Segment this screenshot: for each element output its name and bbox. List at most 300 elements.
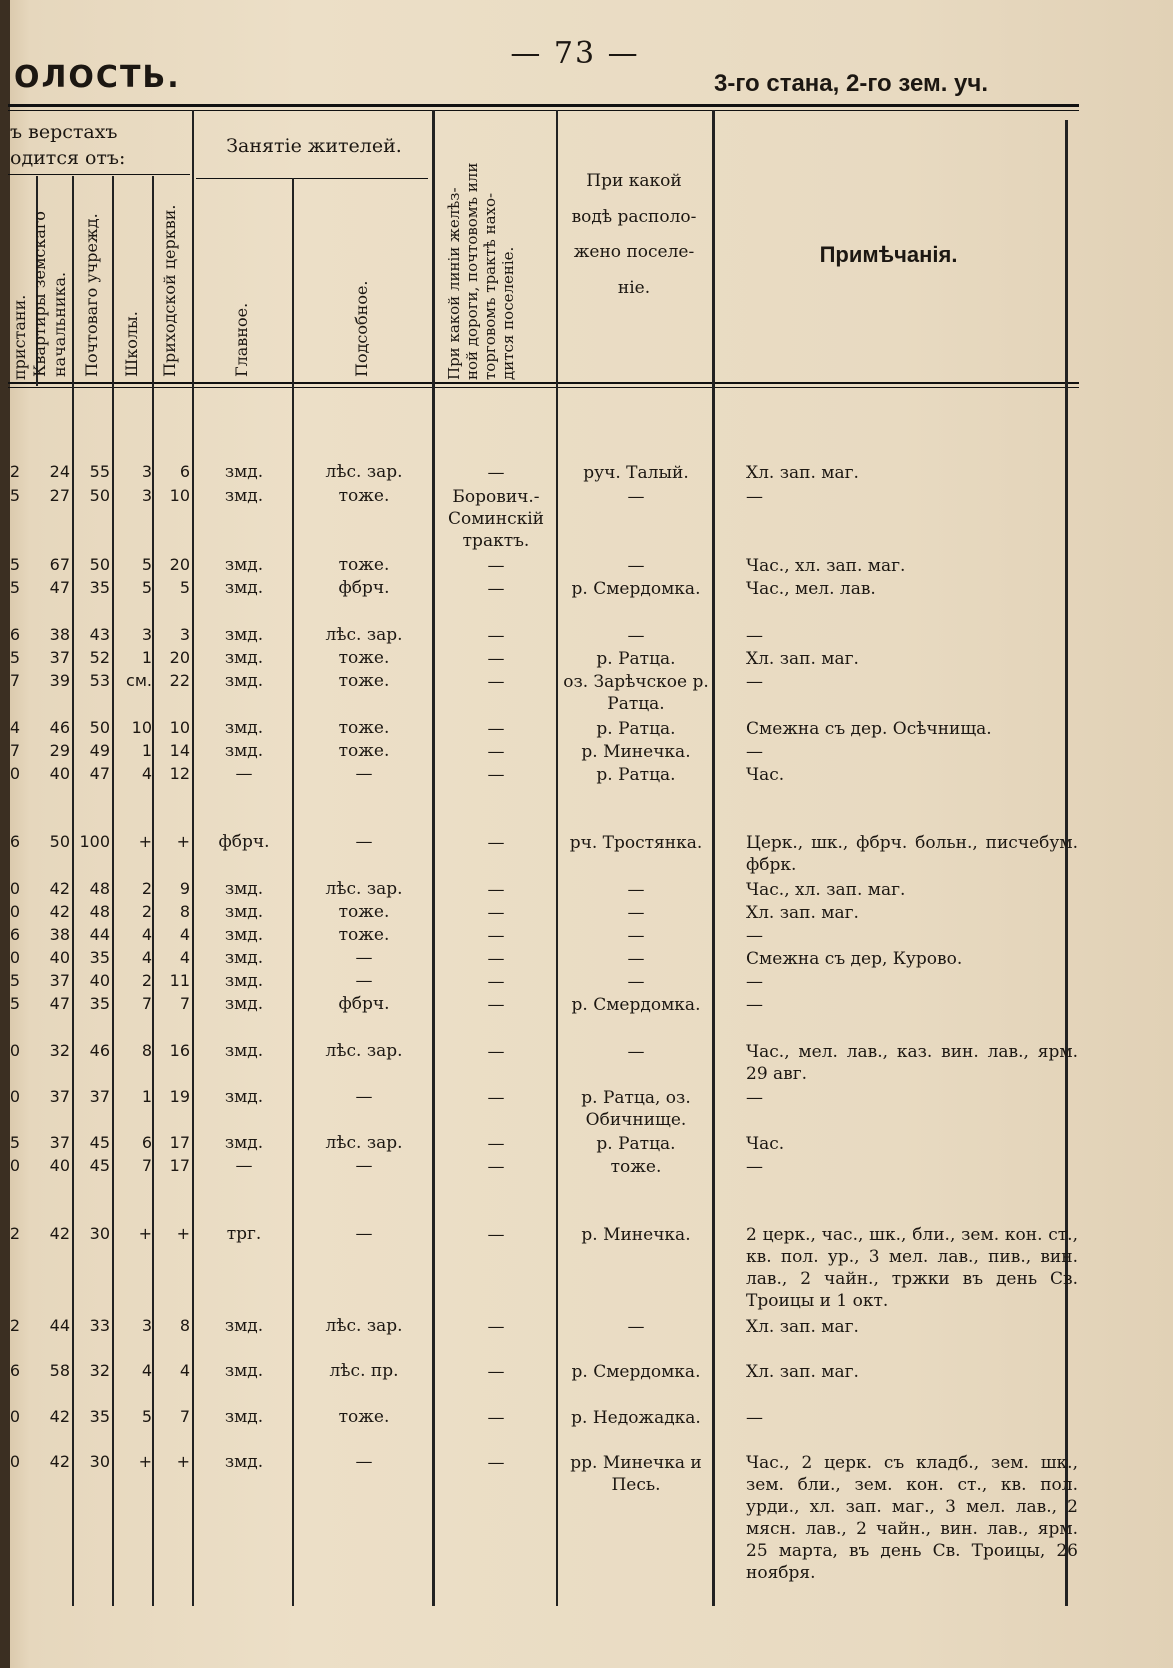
cell-main: змд. <box>224 902 264 922</box>
cell-road: — <box>487 579 505 599</box>
cell-water: р. Ратца. <box>596 765 676 785</box>
cell-water: — <box>627 903 645 923</box>
cell-cut: 0 <box>9 1087 20 1106</box>
cell-main: змд. <box>224 1087 264 1107</box>
cell-post: 35 <box>89 578 110 597</box>
cell-side: тоже. <box>338 741 390 761</box>
cell-church: 8 <box>179 902 190 921</box>
cell-post: 100 <box>79 832 110 851</box>
cell-main: змд. <box>224 948 264 968</box>
cell-school: 4 <box>141 1361 152 1380</box>
cell-water: тоже. <box>610 1157 662 1177</box>
cell-school: 8 <box>141 1041 152 1060</box>
cell-post: 33 <box>89 1316 110 1335</box>
cell-school: 2 <box>141 971 152 990</box>
cell-cut: 4 <box>9 718 20 737</box>
col-header-school: Школы. <box>122 311 141 377</box>
table-row <box>8 764 1088 786</box>
cell-school: 10 <box>131 718 152 737</box>
cell-church: 11 <box>169 971 190 990</box>
table-row <box>8 1156 1088 1178</box>
cell-water: — <box>627 1042 645 1062</box>
cell-notes: — <box>746 1157 763 1177</box>
cell-cut: 0 <box>9 1156 20 1175</box>
cell-side: тоже. <box>338 718 390 738</box>
cell-post: 48 <box>89 879 110 898</box>
cell-notes: Час., хл. зап. маг. <box>746 880 906 900</box>
cell-water: р. Смердомка. <box>571 1362 701 1382</box>
cell-notes: — <box>746 626 763 646</box>
cell-church: 5 <box>179 578 190 597</box>
cell-notes: Час. <box>746 765 785 785</box>
cell-road: — <box>487 742 505 762</box>
cell-school: 1 <box>141 648 152 667</box>
cell-school: 4 <box>141 925 152 944</box>
cell-water: р. Минечка. <box>581 742 691 762</box>
cell-side: лѣс. зар. <box>325 1133 403 1153</box>
cell-zemsky: 42 <box>49 1452 70 1471</box>
cell-main: змд. <box>224 1407 264 1427</box>
cell-side: — <box>355 1156 373 1176</box>
cell-water: — <box>627 949 645 969</box>
cell-main: змд. <box>224 1452 264 1472</box>
table-row <box>8 1361 1088 1383</box>
cell-notes: Час., 2 церк. съ кладб., зем. шк., зем. бли., зем. кон. ст., кв. пол. урди., хл. зап. маг., 3 мел. лав., 2 мясн. лав., 2 чайн., вин. лав., ярм. 25 марта, въ день Св. Троицы, 26 ноября. <box>746 1453 1078 1583</box>
table-row <box>8 625 1088 647</box>
cell-side: тоже. <box>338 555 390 575</box>
cell-road: — <box>487 556 505 576</box>
cell-main: фбрч. <box>218 832 270 852</box>
cell-road: — <box>487 995 505 1015</box>
header-left-title: ОЛОСТЬ. <box>14 60 181 95</box>
col-header-road: При какой линіи желѣз- ной дороги, почтовомъ или торговомъ трактѣ нахо- дится поселеніе. <box>445 162 517 380</box>
cell-zemsky: 46 <box>49 718 70 737</box>
cell-side: фбрч. <box>338 994 390 1014</box>
cell-main: змд. <box>224 879 264 899</box>
cell-church: 7 <box>179 1407 190 1426</box>
cell-cut: 6 <box>9 925 20 944</box>
table-row <box>8 1133 1088 1155</box>
cell-school: 3 <box>141 1316 152 1335</box>
cell-water: р. Ратца. <box>596 719 676 739</box>
col-header-cut: пристани. <box>10 294 29 380</box>
cell-zemsky: 32 <box>49 1041 70 1060</box>
cell-side: тоже. <box>338 486 390 506</box>
cell-notes: — <box>746 672 763 692</box>
cell-school: 4 <box>141 764 152 783</box>
cell-road: — <box>487 1157 505 1177</box>
header-bottom-rule-2 <box>8 387 1079 388</box>
cell-post: 45 <box>89 1156 110 1175</box>
cell-main: змд. <box>224 648 264 668</box>
cell-church: 17 <box>169 1133 190 1152</box>
cell-school: 1 <box>141 1087 152 1106</box>
page-number: — 73 — <box>510 36 640 71</box>
table-row <box>8 486 1088 551</box>
cell-road: — <box>487 626 505 646</box>
cell-road: — <box>487 672 505 692</box>
cell-main: змд. <box>224 994 264 1014</box>
cell-cut: 5 <box>9 578 20 597</box>
cell-notes: Хл. зап. маг. <box>746 649 859 669</box>
cell-main: змд. <box>224 671 264 691</box>
cell-notes: 2 церк., час., шк., бли., зем. кон. ст., кв. пол. ур., 3 мел. лав., пив., вин. лав., 2 чайн., тржки въ день Св. Троицы и 1 окт. <box>746 1225 1078 1311</box>
cell-zemsky: 67 <box>49 555 70 574</box>
cell-school: + <box>138 1224 152 1243</box>
cell-side: тоже. <box>338 648 390 668</box>
cell-water: — <box>627 556 645 576</box>
cell-church: + <box>176 1224 190 1243</box>
cell-church: + <box>176 832 190 851</box>
cell-church: 4 <box>179 925 190 944</box>
cell-zemsky: 42 <box>49 879 70 898</box>
cell-post: 30 <box>89 1452 110 1471</box>
cell-post: 37 <box>89 1087 110 1106</box>
col-header-main: Главное. <box>232 302 251 377</box>
cell-zemsky: 37 <box>49 1133 70 1152</box>
table-row <box>8 902 1088 924</box>
cell-post: 43 <box>89 625 110 644</box>
cell-side: тоже. <box>338 671 390 691</box>
cell-water: оз. Зарѣчское р. Ратца. <box>563 672 709 714</box>
cell-road: — <box>487 972 505 992</box>
cell-school: 5 <box>141 578 152 597</box>
table-row <box>8 1452 1088 1583</box>
cell-zemsky: 40 <box>49 764 70 783</box>
cell-road: — <box>487 1225 505 1245</box>
cell-side: — <box>355 1224 373 1244</box>
table-row <box>8 671 1088 714</box>
cell-cut: 6 <box>9 1361 20 1380</box>
cell-main: змд. <box>224 486 264 506</box>
cell-road: Борович.-Соминскій трактъ. <box>447 487 545 551</box>
cell-church: 4 <box>179 1361 190 1380</box>
table-row <box>8 648 1088 670</box>
cell-road: — <box>487 833 505 853</box>
cell-post: 47 <box>89 764 110 783</box>
cell-school: + <box>138 1452 152 1471</box>
cell-cut: 2 <box>9 1316 20 1335</box>
cell-notes: — <box>746 487 763 507</box>
cell-notes: Хл. зап. маг. <box>746 903 859 923</box>
cell-school: 1 <box>141 741 152 760</box>
cell-notes: — <box>746 995 763 1015</box>
header-bottom-rule <box>8 382 1079 384</box>
cell-notes: Час. <box>746 1134 785 1154</box>
cell-main: — <box>235 764 253 784</box>
cell-water: рч. Тростянка. <box>569 833 703 853</box>
cell-cut: 0 <box>9 879 20 898</box>
cell-zemsky: 29 <box>49 741 70 760</box>
cell-church: + <box>176 1452 190 1471</box>
cell-post: 50 <box>89 718 110 737</box>
cell-water: р. Смердомка. <box>571 995 701 1015</box>
cell-water: руч. Талый. <box>583 463 689 483</box>
table-row <box>8 879 1088 901</box>
header-right-title: 3-го стана, 2-го зем. уч. <box>714 70 989 97</box>
cell-school: 3 <box>141 486 152 505</box>
cell-main: змд. <box>224 555 264 575</box>
cell-road: — <box>487 1042 505 1062</box>
cell-school: 3 <box>141 462 152 481</box>
cell-side: фбрч. <box>338 578 390 598</box>
cell-notes: Смежна съ дер, Курово. <box>746 949 963 969</box>
cell-church: 10 <box>169 486 190 505</box>
cell-notes: — <box>746 742 763 762</box>
cell-water: р. Ратца. <box>596 1134 676 1154</box>
cell-cut: 5 <box>9 1133 20 1152</box>
cell-cut: 2 <box>9 462 20 481</box>
cell-cut: 7 <box>9 741 20 760</box>
cell-cut: 5 <box>9 648 20 667</box>
cell-side: — <box>355 1452 373 1472</box>
cell-church: 9 <box>179 879 190 898</box>
cell-main: трг. <box>226 1224 262 1244</box>
cell-road: — <box>487 1408 505 1428</box>
cell-main: змд. <box>224 462 264 482</box>
cell-school: 4 <box>141 948 152 967</box>
cell-zemsky: 37 <box>49 971 70 990</box>
table-row <box>8 971 1088 993</box>
cell-post: 44 <box>89 925 110 944</box>
cell-zemsky: 47 <box>49 994 70 1013</box>
cell-main: змд. <box>224 1361 264 1381</box>
cell-zemsky: 37 <box>49 648 70 667</box>
cell-road: — <box>487 719 505 739</box>
table-row <box>8 832 1088 875</box>
cell-school: 5 <box>141 1407 152 1426</box>
table-row <box>8 1087 1088 1130</box>
cell-side: лѣс. пр. <box>329 1361 399 1381</box>
subheader-rule-left <box>8 174 190 175</box>
cell-cut: 5 <box>9 555 20 574</box>
cell-water: р. Недожадка. <box>571 1408 701 1428</box>
cell-cut: 5 <box>9 486 20 505</box>
cell-road: — <box>487 765 505 785</box>
table-row <box>8 578 1088 600</box>
occupation-group-header: Занятіе жителей. <box>226 135 402 157</box>
cell-church: 4 <box>179 948 190 967</box>
cell-cut: 6 <box>9 832 20 851</box>
cell-side: — <box>355 948 373 968</box>
table-row <box>8 925 1088 947</box>
cell-post: 30 <box>89 1224 110 1243</box>
cell-post: 52 <box>89 648 110 667</box>
cell-main: змд. <box>224 741 264 761</box>
cell-school: 3 <box>141 625 152 644</box>
cell-cut: 0 <box>9 1407 20 1426</box>
cell-notes: — <box>746 1408 763 1428</box>
cell-church: 7 <box>179 994 190 1013</box>
cell-post: 50 <box>89 486 110 505</box>
table-row <box>8 555 1088 577</box>
cell-school: см. <box>126 671 152 690</box>
table-row <box>8 718 1088 740</box>
table-row <box>8 1407 1088 1429</box>
cell-church: 22 <box>169 671 190 690</box>
cell-church: 20 <box>169 555 190 574</box>
cell-water: — <box>627 880 645 900</box>
cell-church: 6 <box>179 462 190 481</box>
col-header-notes: Примѣчанія. <box>819 242 958 267</box>
cell-zemsky: 42 <box>49 902 70 921</box>
cell-cut: 5 <box>9 994 20 1013</box>
cell-water: р. Минечка. <box>581 1225 691 1245</box>
col-header-church: Приходской церкви. <box>160 204 179 377</box>
cell-notes: Час., мел. лав. <box>746 579 876 599</box>
cell-zemsky: 37 <box>49 1087 70 1106</box>
top-rule-thin <box>8 110 1079 111</box>
cell-water: — <box>627 626 645 646</box>
cell-cut: 2 <box>9 1224 20 1243</box>
cell-main: змд. <box>224 578 264 598</box>
cell-zemsky: 47 <box>49 578 70 597</box>
cell-side: лѣс. зар. <box>325 462 403 482</box>
cell-zemsky: 42 <box>49 1407 70 1426</box>
cell-zemsky: 38 <box>49 925 70 944</box>
cell-notes: Хл. зап. маг. <box>746 463 859 483</box>
cell-cut: 0 <box>9 1452 20 1471</box>
cell-cut: 6 <box>9 625 20 644</box>
cell-zemsky: 27 <box>49 486 70 505</box>
cell-water: — <box>627 487 645 507</box>
cell-road: — <box>487 926 505 946</box>
cell-side: лѣс. зар. <box>325 1316 403 1336</box>
cell-church: 12 <box>169 764 190 783</box>
cell-school: 5 <box>141 555 152 574</box>
cell-cut: 0 <box>9 948 20 967</box>
table-row <box>8 1224 1088 1311</box>
cell-post: 45 <box>89 1133 110 1152</box>
cell-side: — <box>355 764 373 784</box>
cell-water: — <box>627 1317 645 1337</box>
cell-road: — <box>487 463 505 483</box>
col-header-post: Почтоваго учрежд. <box>82 213 101 377</box>
cell-notes: Час., хл. зап. маг. <box>746 556 906 576</box>
cell-cut: 5 <box>9 971 20 990</box>
cell-side: тоже. <box>338 902 390 922</box>
table-row <box>8 948 1088 970</box>
cell-post: 48 <box>89 902 110 921</box>
cell-main: змд. <box>224 718 264 738</box>
table-row <box>8 462 1088 484</box>
cell-post: 35 <box>89 948 110 967</box>
cell-road: — <box>487 1088 505 1108</box>
cell-main: змд. <box>224 971 264 991</box>
cell-road: — <box>487 880 505 900</box>
cell-side: лѣс. зар. <box>325 1041 403 1061</box>
cell-road: — <box>487 649 505 669</box>
cell-post: 32 <box>89 1361 110 1380</box>
cell-church: 14 <box>169 741 190 760</box>
cell-post: 35 <box>89 994 110 1013</box>
cell-church: 19 <box>169 1087 190 1106</box>
cell-water: р. Ратца. <box>596 649 676 669</box>
cell-water: рр. Минечка и Песь. <box>570 1453 702 1495</box>
cell-notes: — <box>746 1088 763 1108</box>
cell-water: — <box>627 926 645 946</box>
cell-church: 10 <box>169 718 190 737</box>
cell-notes: — <box>746 926 763 946</box>
cell-side: — <box>355 832 373 852</box>
cell-side: — <box>355 1087 373 1107</box>
cell-notes: Церк., шк., фбрч. больн., писчебум. фбрк. <box>746 833 1078 875</box>
cell-road: — <box>487 1362 505 1382</box>
cell-notes: Час., мел. лав., каз. вин. лав., ярм. 29 авг. <box>746 1042 1078 1084</box>
cell-zemsky: 40 <box>49 948 70 967</box>
cell-main: змд. <box>224 925 264 945</box>
col-header-zemsky: Квартиры земскаго начальника. <box>30 211 69 377</box>
top-rule <box>8 104 1079 107</box>
col-header-water: При какой водѣ располо-жено поселе-ніе. <box>571 171 697 299</box>
cell-road: — <box>487 1453 505 1473</box>
cell-school: + <box>138 832 152 851</box>
cell-post: 46 <box>89 1041 110 1060</box>
cell-cut: 0 <box>9 764 20 783</box>
cell-water: р. Ратца, оз. Обичнище. <box>581 1088 691 1130</box>
cell-post: 55 <box>89 462 110 481</box>
cell-side: лѣс. зар. <box>325 625 403 645</box>
cell-water: — <box>627 972 645 992</box>
cell-post: 35 <box>89 1407 110 1426</box>
cell-side: лѣс. зар. <box>325 879 403 899</box>
cell-side: тоже. <box>338 1407 390 1427</box>
cell-post: 53 <box>89 671 110 690</box>
cell-zemsky: 38 <box>49 625 70 644</box>
cell-zemsky: 58 <box>49 1361 70 1380</box>
cell-zemsky: 39 <box>49 671 70 690</box>
cell-notes: Хл. зап. маг. <box>746 1317 859 1337</box>
cell-school: 7 <box>141 1156 152 1175</box>
cell-side: — <box>355 971 373 991</box>
cell-notes: Хл. зап. маг. <box>746 1362 859 1382</box>
cell-main: змд. <box>224 1316 264 1336</box>
cell-cut: 0 <box>9 902 20 921</box>
cell-road: — <box>487 949 505 969</box>
cell-road: — <box>487 1134 505 1154</box>
cell-zemsky: 24 <box>49 462 70 481</box>
cell-road: — <box>487 1317 505 1337</box>
cell-road: — <box>487 903 505 923</box>
cell-school: 2 <box>141 879 152 898</box>
distance-group-header: ъ верстахъ одится отъ: <box>10 121 126 169</box>
cell-cut: 0 <box>9 1041 20 1060</box>
cell-school: 2 <box>141 902 152 921</box>
cell-post: 49 <box>89 741 110 760</box>
table-row <box>8 1041 1088 1084</box>
cell-church: 17 <box>169 1156 190 1175</box>
cell-zemsky: 44 <box>49 1316 70 1335</box>
table-row <box>8 994 1088 1016</box>
cell-main: змд. <box>224 1041 264 1061</box>
table-row <box>8 1316 1088 1338</box>
cell-side: тоже. <box>338 925 390 945</box>
cell-school: 6 <box>141 1133 152 1152</box>
table-row <box>8 741 1088 763</box>
cell-main: — <box>235 1156 253 1176</box>
cell-main: змд. <box>224 625 264 645</box>
subheader-rule-occupation <box>196 178 428 179</box>
cell-cut: 7 <box>9 671 20 690</box>
col-header-side: Подсобное. <box>352 280 371 377</box>
cell-post: 40 <box>89 971 110 990</box>
cell-water: р. Смердомка. <box>571 579 701 599</box>
cell-church: 16 <box>169 1041 190 1060</box>
cell-church: 20 <box>169 648 190 667</box>
cell-notes: Смежна съ дер. Осѣчнища. <box>746 719 992 739</box>
cell-church: 8 <box>179 1316 190 1335</box>
cell-post: 50 <box>89 555 110 574</box>
